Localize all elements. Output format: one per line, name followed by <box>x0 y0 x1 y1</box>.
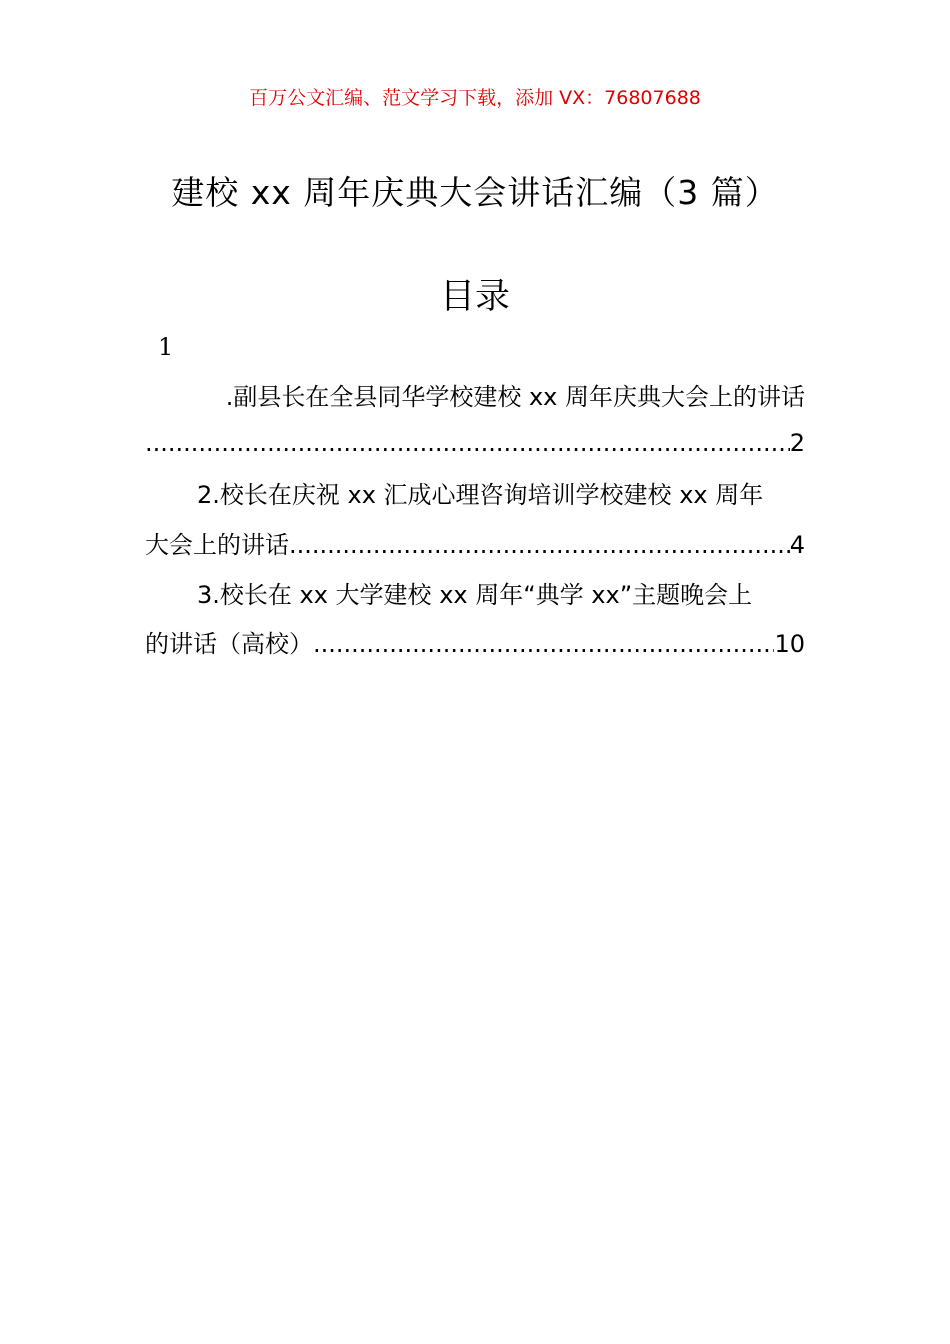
toc-entry-2-title[interactable]: 2.校长在庆祝 xx 汇成心理咨询培训学校建校 xx 周年 <box>197 481 764 509</box>
document-title: 建校 xx 周年庆典大会讲话汇编（3 篇） <box>171 173 779 212</box>
toc-entry-1-dots <box>145 418 790 468</box>
toc-entry-2-dots <box>289 520 790 570</box>
toc-entry-1-leader[interactable] <box>145 418 805 468</box>
toc-entry-3-title-cont: 的讲话（高校） <box>145 630 313 658</box>
toc-entry-3-page: 10 <box>774 630 805 658</box>
toc-entry-3-leader[interactable] <box>145 619 805 669</box>
toc-entry-3-dots <box>313 619 774 669</box>
toc-entry-2-title-cont: 大会上的讲话 <box>145 531 289 559</box>
toc-entry-2-leader[interactable] <box>145 520 805 570</box>
toc-entry-2-page: 4 <box>789 531 805 559</box>
toc-entry-1-page: 2 <box>789 429 805 457</box>
toc-entry-1-title[interactable]: .副县长在全县同华学校建校 xx 周年庆典大会上的讲话 <box>225 383 805 411</box>
toc-heading: 目录 <box>439 277 510 317</box>
toc-entry-number: 1 <box>158 333 174 361</box>
header-watermark-note: 百万公文汇编、范文学习下载，添加 VX：76807688 <box>249 87 701 109</box>
toc-entry-3-title[interactable]: 3.校长在 xx 大学建校 xx 周年“典学 xx”主题晚会上 <box>197 581 753 609</box>
